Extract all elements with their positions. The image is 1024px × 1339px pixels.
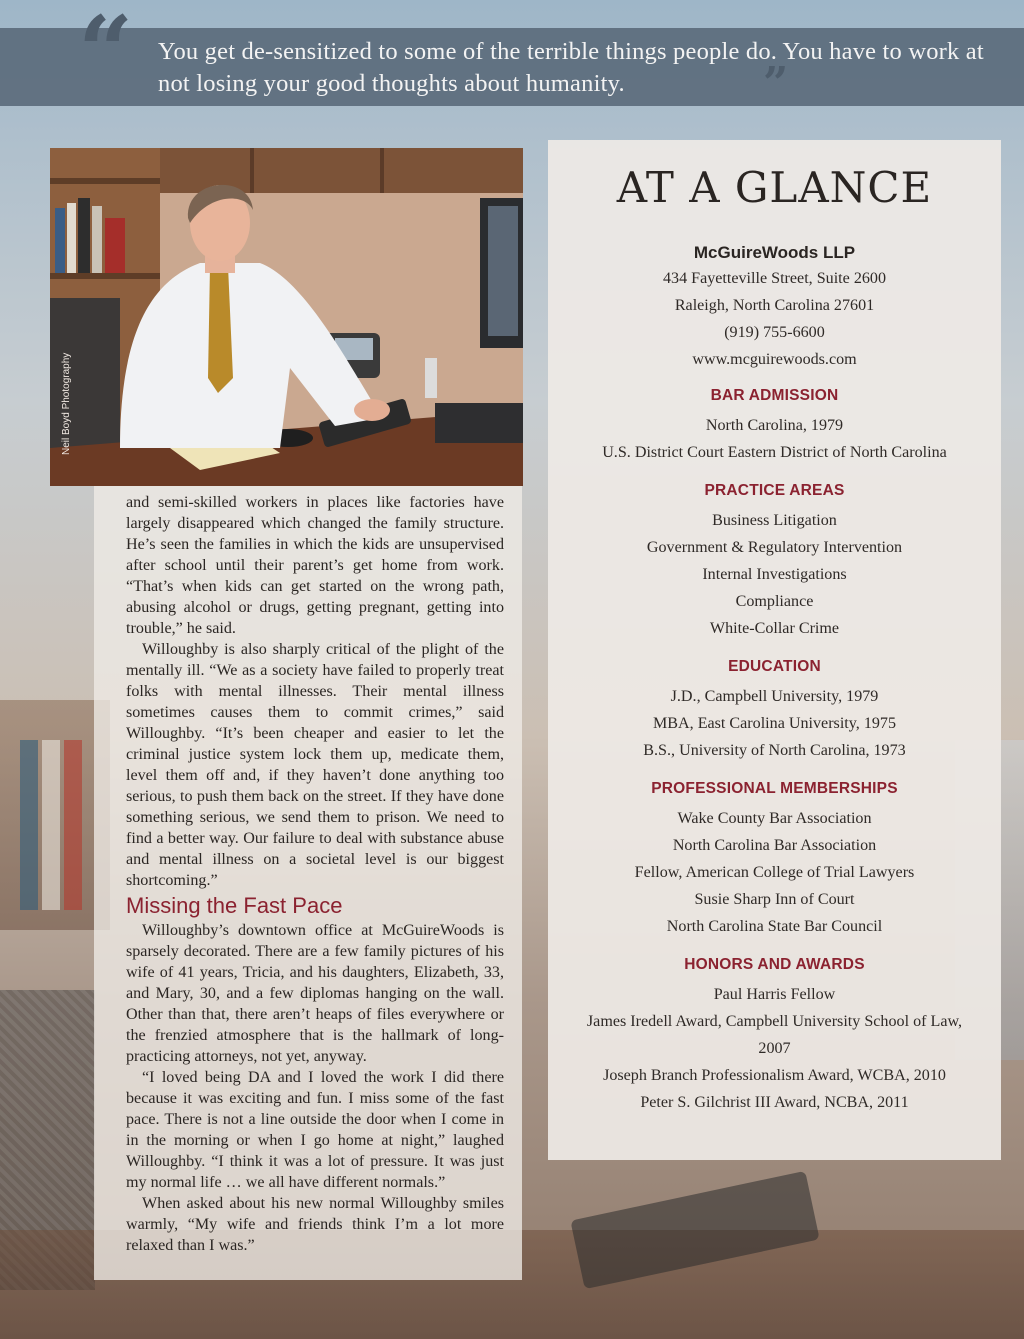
attorney-photo [50,148,523,486]
article-paragraph: “I loved being DA and I loved the work I did there because it was exciting and fun. I miss some of the fast pace. There is not a line outside the door when I come in in the morning or when I go home at night,” laughed Willoughby. “I think it was a lot of pressure. It was just my normal life … we all have different normals.” [126,1069,504,1191]
list-item: North Carolina Bar Association [672,837,877,854]
list-item: Joseph Branch Professionalism Award, WCBA, 2010 [603,1067,946,1084]
section-heading: PRACTICE AREAS [704,482,845,499]
article-column [94,486,522,1280]
list-item: Internal Investigations [702,566,847,583]
at-a-glance-box [548,140,1001,1160]
list-item: Business Litigation [712,512,837,529]
close-quote-icon: ” [763,58,789,109]
list-item: Compliance [735,593,814,610]
list-item: Peter S. Gilchrist III Award, NCBA, 2011 [640,1094,909,1111]
article-paragraph: and semi-skilled workers in places like factories have largely disappeared which changed the family structure. He’s seen the families in which the kids are unsupervised after school until their parent’s get home from work. “That’s when kids can get started on the wrong path, abusing alcohol or drugs, getting pregnant, getting into trouble,” he said. [126,494,504,637]
section-practice-areas [548,481,1001,642]
firm-name: McGuireWoods LLP [693,243,856,262]
photo-credit: Neil Boyd Photography [61,352,72,455]
article-paragraph: When asked about his new normal Willoughby smiles warmly, “My wife and friends think I’m a lot more relaxed than I was.” [126,1195,504,1254]
section-honors [548,955,1001,1116]
section-memberships [548,779,1001,940]
section-bar-admission [548,386,1001,466]
contact-block [548,265,1001,373]
pull-quote-text: You get de-sensitized to some of the terrible things people do. You have to work at not losing your good thoughts about humanity. [158,38,984,97]
section-heading: EDUCATION [728,658,821,675]
background-book [42,740,60,910]
section-heading: BAR ADMISSION [710,387,839,404]
list-item: Susie Sharp Inn of Court [694,891,855,908]
open-quote-icon: “ [78,0,134,108]
article-paragraph: Willoughby’s downtown office at McGuireWoods is sparsely decorated. There are a few family pictures of his wife of 41 years, Tricia, and his daughters, Elizabeth, 33, and Mary, 30, and a few diplomas hanging on the wall. Other than that, there aren’t heaps of files everywhere or the frenzied atmosphere that is the hallmark of long-practicing attorneys, not yet, anyway. [126,922,504,1065]
office-scene-illustration [50,148,523,486]
contact-address: 434 Fayetteville Street, Suite 2600 [662,270,887,287]
list-item: Government & Regulatory Intervention [646,539,903,556]
background-book [64,740,82,910]
list-item: Fellow, American College of Trial Lawyers [634,864,915,881]
list-item: J.D., Campbell University, 1979 [670,688,879,705]
section-heading: PROFESSIONAL MEMBERSHIPS [651,780,898,797]
list-item: Wake County Bar Association [677,810,872,827]
background-book [20,740,38,910]
list-item: Paul Harris Fellow [713,986,836,1003]
article-paragraph: Willoughby is also sharply critical of the plight of the mentally ill. “We as a society have failed to properly treat folks with mental illnesses. Their mental illness sometimes causes them to commit crimes,” said Willoughby. “It’s been cheaper and easier to let the criminal justice system lock them up, medicate them, level them off and, if they haven’t done anything too serious, to push them back on the street. If they have done something serious, we send them to prison. We need to find a better way. Our failure to deal with substance abuse and mental illness on a societal level is our biggest shortcoming.” [126,641,504,889]
section-education [548,657,1001,764]
article-subheading: Missing the Fast Pace [126,893,343,918]
list-item: White-Collar Crime [709,620,840,637]
list-item: North Carolina State Bar Council [666,918,883,935]
contact-city: Raleigh, North Carolina 27601 [674,297,875,314]
list-item: James Iredell Award, Campbell University School of Law, 2007 [586,1013,963,1057]
section-heading: HONORS AND AWARDS [684,956,865,973]
contact-website: www.mcguirewoods.com [692,351,857,368]
contact-phone: (919) 755-6600 [724,324,825,341]
list-item: North Carolina, 1979 [705,417,844,434]
list-item: MBA, East Carolina University, 1975 [652,715,897,732]
glance-title: AT A GLANCE [616,163,933,212]
list-item: B.S., University of North Carolina, 1973 [643,742,906,759]
list-item: U.S. District Court Eastern District of North Carolina [602,444,947,461]
